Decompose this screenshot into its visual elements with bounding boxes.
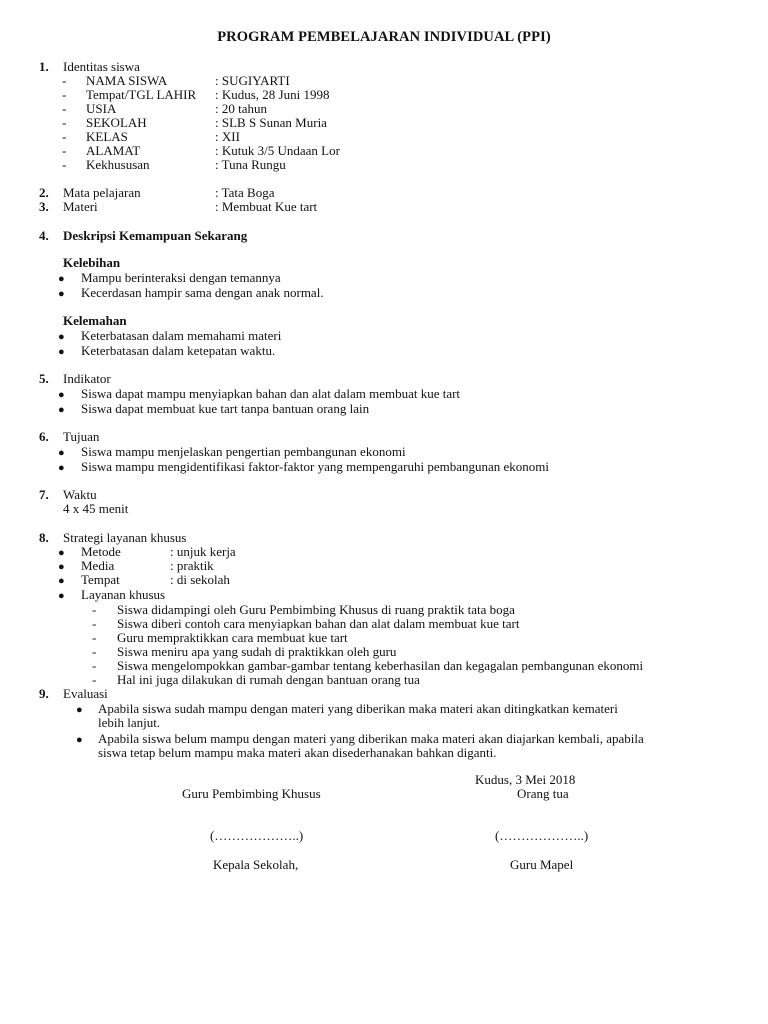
layanan-item: Siswa mengelompokkan gambar-gambar tentang keberhasilan dan kegagalan pembangunan ekonomi [117, 658, 644, 673]
identity-value: : Kudus, 28 Juni 1998 [215, 87, 330, 102]
sign-left-title: Guru Pembimbing Khusus [182, 786, 321, 801]
section-9-heading: Evaluasi [63, 686, 108, 701]
identity-label: NAMA SISWA [86, 73, 168, 88]
sign-left-placeholder: (………………..) [210, 828, 304, 843]
dash-marker: - [62, 115, 67, 130]
section-6-number: 6. [39, 429, 49, 444]
sign-right-placeholder: (………………..) [495, 828, 589, 843]
identity-label: Kekhususan [86, 157, 150, 172]
dash-marker: - [62, 87, 67, 102]
bullet-marker: ● [58, 575, 65, 587]
dash-marker: - [92, 630, 97, 645]
bullet-marker: ● [58, 547, 65, 559]
section-5-heading: Indikator [63, 371, 111, 386]
section-7-number: 7. [39, 487, 49, 502]
dash-marker: - [62, 73, 67, 88]
section-2-number: 2. [39, 185, 49, 200]
bullet-marker: ● [58, 447, 65, 459]
strategy-value: : di sekolah [170, 572, 230, 587]
sign-left-bottom: Kepala Sekolah, [213, 857, 299, 872]
bullet-marker: ● [58, 462, 65, 474]
identity-value: : Kutuk 3/5 Undaan Lor [215, 143, 340, 158]
bullet-marker: ● [76, 734, 83, 746]
section-1-number: 1. [39, 59, 49, 74]
list-item: Mampu berinteraksi dengan temannya [81, 270, 281, 285]
identity-value: : SUGIYARTI [215, 73, 290, 88]
dash-marker: - [92, 658, 97, 673]
sign-right-title: Orang tua [517, 786, 569, 801]
strategy-value: : unjuk kerja [170, 544, 236, 559]
layanan-item: Siswa didampingi oleh Guru Pembimbing Khusus di ruang praktik tata boga [117, 602, 515, 617]
section-7-value: 4 x 45 menit [63, 501, 129, 516]
section-8-number: 8. [39, 530, 49, 545]
strategy-label: Tempat [81, 572, 120, 587]
list-item: Keterbatasan dalam ketepatan waktu. [81, 343, 276, 358]
identity-label: SEKOLAH [86, 115, 147, 130]
list-item: Siswa mampu menjelaskan pengertian pembangunan ekonomi [81, 444, 406, 459]
dash-marker: - [92, 644, 97, 659]
document-title: PROGRAM PEMBELAJARAN INDIVIDUAL (PPI) [217, 29, 551, 45]
identity-value: : 20 tahun [215, 101, 267, 116]
bullet-marker: ● [58, 273, 65, 285]
section-5-number: 5. [39, 371, 49, 386]
bullet-marker: ● [58, 288, 65, 300]
section-3-value: : Membuat Kue tart [215, 199, 318, 214]
strategy-label: Metode [81, 544, 121, 559]
identity-value: : Tuna Rungu [215, 157, 286, 172]
section-9-number: 9. [39, 686, 49, 701]
bullet-marker: ● [58, 331, 65, 343]
section-3-label: Materi [63, 199, 98, 214]
section-8-heading: Strategi layanan khusus [63, 530, 187, 545]
dash-marker: - [92, 672, 97, 687]
sign-right-bottom: Guru Mapel [510, 857, 574, 872]
list-item: Keterbatasan dalam memahami materi [81, 328, 282, 343]
section-4-heading: Deskripsi Kemampuan Sekarang [63, 228, 248, 243]
section-7-heading: Waktu [63, 487, 97, 502]
evaluasi-item-line: lebih lanjut. [98, 715, 161, 730]
bullet-marker: ● [58, 346, 65, 358]
sign-date: Kudus, 3 Mei 2018 [475, 772, 576, 787]
identity-value: : XII [215, 129, 240, 144]
bullet-marker: ● [58, 404, 65, 416]
identity-label: KELAS [86, 129, 128, 144]
evaluasi-item-line: Apabila siswa belum mampu dengan materi yang diberikan maka materi akan diajarkan kembali, apabila [98, 731, 644, 746]
evaluasi-item-line: siswa tetap belum mampu maka materi akan disederhanakan bahkan diganti. [98, 745, 497, 760]
list-item: Siswa dapat membuat kue tart tanpa bantuan orang lain [81, 401, 370, 416]
layanan-item: Guru mempraktikkan cara membuat kue tart [117, 630, 348, 645]
section-4-number: 4. [39, 228, 49, 243]
strategy-label: Media [81, 558, 115, 573]
section-2-value: : Tata Boga [215, 185, 275, 200]
bullet-marker: ● [58, 590, 65, 602]
list-item: Siswa dapat mampu menyiapkan bahan dan alat dalam membuat kue tart [81, 386, 461, 401]
layanan-item: Siswa diberi contoh cara menyiapkan bahan dan alat dalam membuat kue tart [117, 616, 520, 631]
layanan-item: Hal ini juga dilakukan di rumah dengan bantuan orang tua [117, 672, 420, 687]
layanan-item: Siswa meniru apa yang sudah di praktikkan oleh guru [117, 644, 397, 659]
dash-marker: - [62, 157, 67, 172]
dash-marker: - [62, 101, 67, 116]
kelemahan-heading: Kelemahan [63, 313, 127, 328]
identity-label: ALAMAT [86, 143, 141, 158]
evaluasi-item-line: Apabila siswa sudah mampu dengan materi yang diberikan maka materi akan ditingkatkan kemateri [98, 701, 618, 716]
bullet-marker: ● [76, 704, 83, 716]
dash-marker: - [92, 602, 97, 617]
identity-label: Tempat/TGL LAHIR [86, 87, 197, 102]
dash-marker: - [62, 143, 67, 158]
list-item: Siswa mampu mengidentifikasi faktor-faktor yang mempengaruhi pembangunan ekonomi [81, 459, 549, 474]
section-2-label: Mata pelajaran [63, 185, 141, 200]
identity-value: : SLB S Sunan Muria [215, 115, 327, 130]
strategy-value: : praktik [170, 558, 214, 573]
section-1-heading: Identitas siswa [63, 59, 140, 74]
list-item: Kecerdasan hampir sama dengan anak normal. [81, 285, 324, 300]
bullet-marker: ● [58, 561, 65, 573]
kelebihan-heading: Kelebihan [63, 255, 121, 270]
bullet-marker: ● [58, 389, 65, 401]
layanan-heading: Layanan khusus [81, 587, 166, 602]
section-3-number: 3. [39, 199, 49, 214]
dash-marker: - [62, 129, 67, 144]
identity-label: USIA [86, 101, 117, 116]
section-6-heading: Tujuan [63, 429, 100, 444]
dash-marker: - [92, 616, 97, 631]
